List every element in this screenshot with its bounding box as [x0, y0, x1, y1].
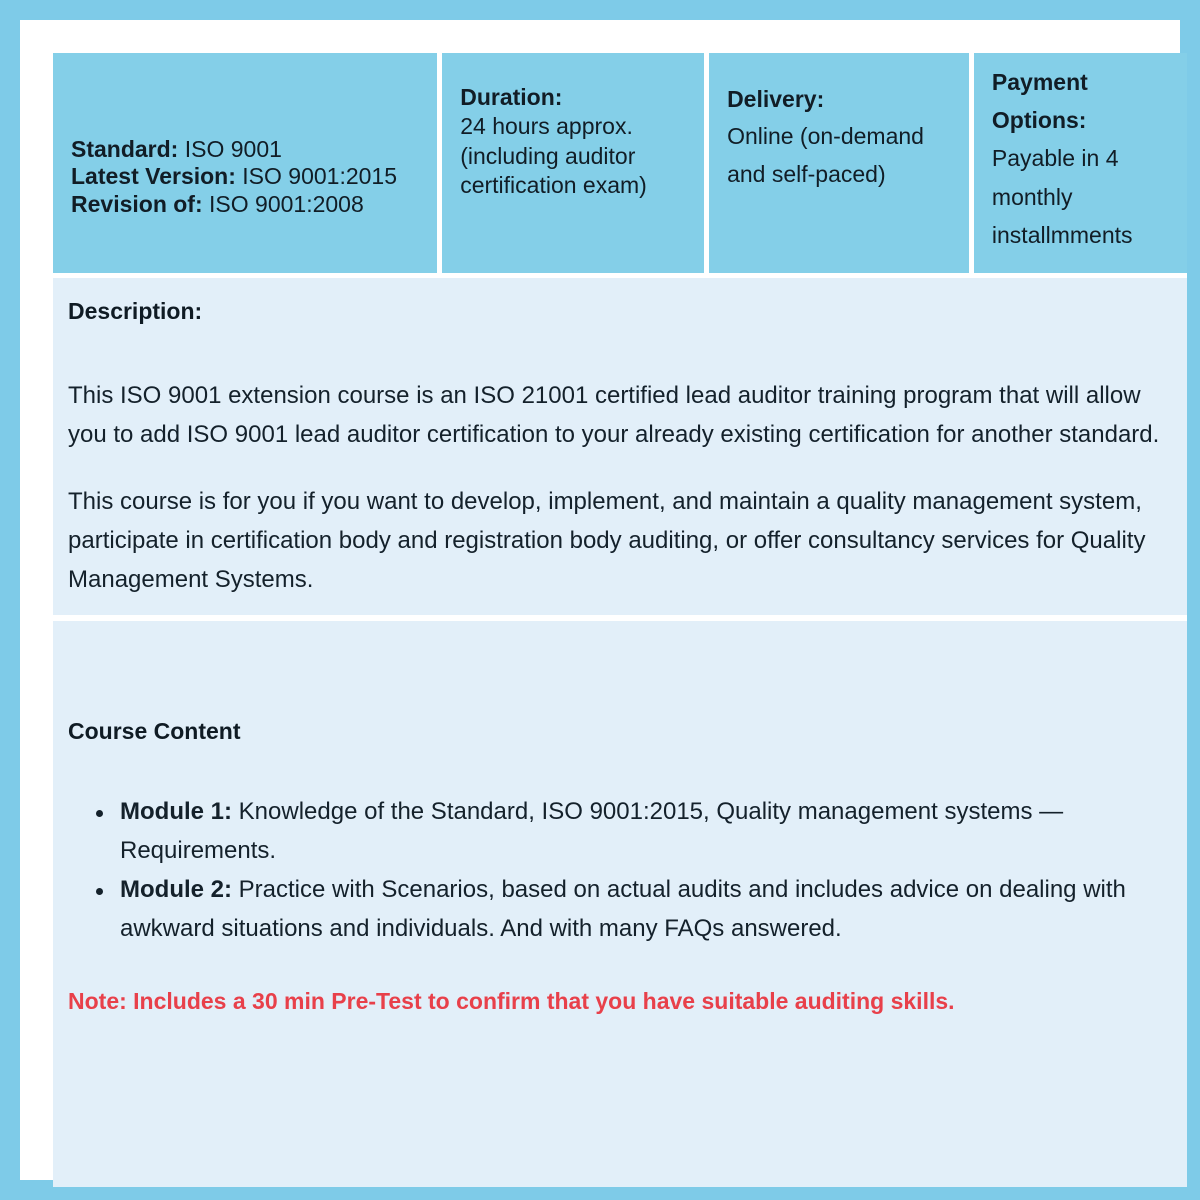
white-frame [20, 20, 1180, 1180]
latest-version-label: Latest Version: [71, 163, 236, 190]
payment-options-label-line [992, 63, 1173, 139]
description-paragraph-2: This course is for you if you want to develop, implement, and maintain a quality management system, participate in certification body and registration body auditing, or offer consultancy services for Quality Management Systems. [68, 487, 1146, 593]
revision-of-value: ISO 9001:2008 [202, 190, 364, 217]
course-content-section [53, 621, 1187, 1187]
summary-cell-payment-options [974, 53, 1187, 273]
latest-version-line [71, 163, 423, 190]
summary-cell-standard [53, 53, 437, 273]
module-1-text: Knowledge of the Standard, ISO 9001:2015, Quality management systems — Requirements. [120, 798, 1064, 865]
description-paragraph-1: This ISO 9001 extension course is an ISO 21001 certified lead auditor training program that will allow you to add ISO 9001 lead auditor certification to your already existing certification for another standard. [68, 382, 1160, 448]
duration-label: Duration: [460, 84, 563, 110]
delivery-label: Delivery: [727, 86, 825, 112]
description-section [53, 278, 1187, 615]
summary-cell-duration [442, 53, 704, 273]
duration-label-line [460, 83, 690, 112]
course-info-card [53, 53, 1187, 1187]
list-item [116, 793, 1165, 871]
course-content-heading: Course Content [68, 718, 241, 745]
latest-version-value: ISO 9001:2015 [235, 163, 398, 190]
list-item [116, 871, 1165, 949]
standard-label: Standard: [71, 136, 179, 163]
module-1-label: Module 1: [120, 798, 232, 826]
description-heading: Description: [68, 298, 203, 324]
standard-line [71, 136, 423, 163]
course-summary-header-row [53, 53, 1187, 273]
payment-options-label: Payment Options: [991, 69, 1088, 134]
module-list [68, 793, 1165, 949]
module-2-label: Module 2: [120, 876, 232, 904]
summary-cell-delivery [709, 53, 969, 273]
module-2-text: Practice with Scenarios, based on actual audits and includes advice on dealing with awkward situations and individuals. And with many FAQs answered. [120, 876, 1126, 942]
pre-test-note: Note: Includes a 30 min Pre-Test to confirm that you have suitable auditing skills. [68, 987, 955, 1014]
standard-value: ISO 9001 [178, 136, 282, 163]
revision-of-label: Revision of: [71, 190, 203, 217]
duration-value: 24 hours approx. (including auditor certification exam) [460, 113, 647, 199]
payment-options-value: Payable in 4 monthly installmments [991, 145, 1133, 248]
revision-of-line [71, 191, 423, 218]
delivery-value: Online (on-demand and self-paced) [727, 123, 924, 187]
delivery-label-line [727, 81, 955, 118]
